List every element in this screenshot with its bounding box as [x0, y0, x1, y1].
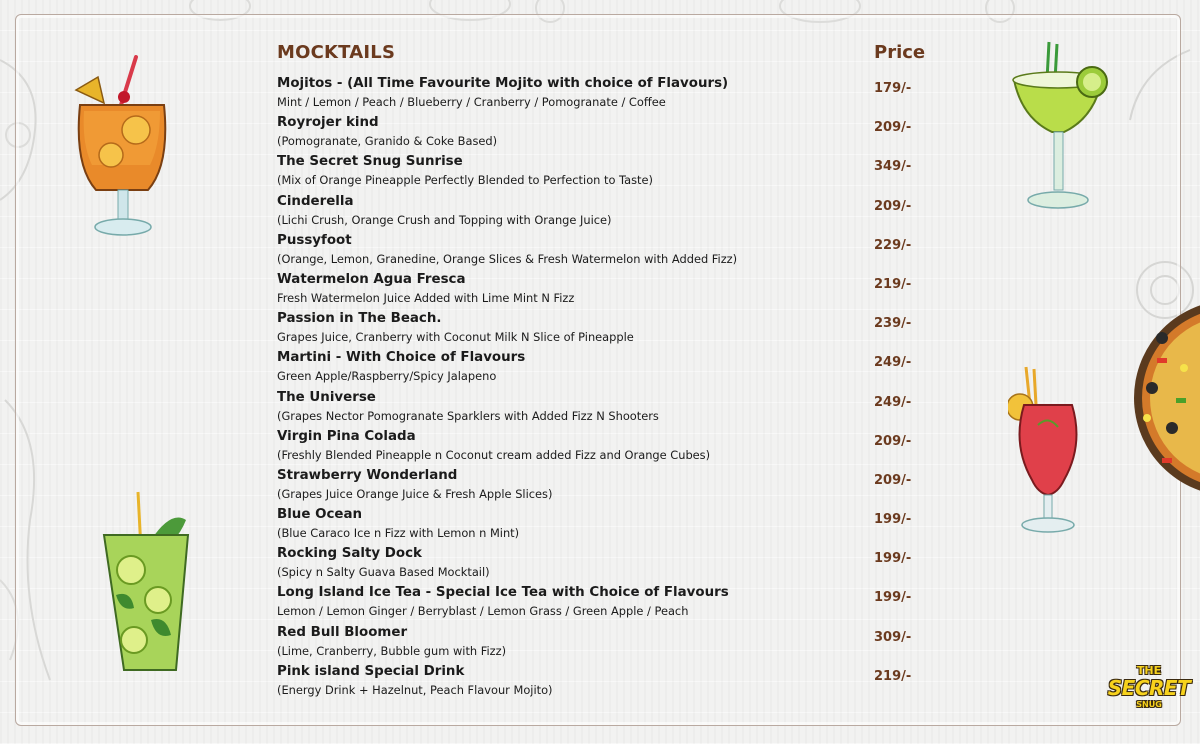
- menu-item: [277, 153, 927, 192]
- item-name: Virgin Pina Colada: [277, 428, 416, 444]
- item-name: Passion in The Beach.: [277, 311, 442, 327]
- menu-item: [277, 506, 927, 545]
- item-name: Blue Ocean: [277, 507, 363, 523]
- menu-item: [277, 584, 927, 623]
- menu-item: [277, 310, 927, 349]
- item-description: Green Apple/Raspberry/Spicy Jalapeno: [277, 369, 497, 384]
- item-description: (Grapes Nector Pomogranate Sparklers with Added Fizz N Shooters: [277, 408, 659, 423]
- item-name: Long Island Ice Tea - Special Ice Tea with Choice of Flavours: [277, 585, 729, 601]
- item-price: 219/-: [874, 668, 912, 684]
- item-name: Martini - With Choice of Flavours: [277, 350, 526, 366]
- item-price: 349/-: [874, 159, 912, 175]
- item-description: (Mix of Orange Pineapple Perfectly Blended to Perfection to Taste): [277, 173, 653, 188]
- mocktail-list: [277, 75, 927, 702]
- item-price: 309/-: [874, 629, 912, 645]
- item-description: (Pomogranate, Granido & Coke Based): [277, 134, 498, 149]
- item-price: 209/-: [874, 120, 912, 136]
- item-name: Pink island Special Drink: [277, 663, 465, 679]
- item-description: (Freshly Blended Pineapple n Coconut cream added Fizz and Orange Cubes): [277, 447, 711, 462]
- menu-item: [277, 428, 927, 467]
- pizza-illustration: [1132, 298, 1200, 498]
- menu-header: [277, 42, 927, 66]
- item-description: (Grapes Juice Orange Juice & Fresh Apple Slices): [277, 486, 553, 501]
- item-price: 209/-: [874, 472, 912, 488]
- item-price: 229/-: [874, 237, 912, 253]
- item-description: (Energy Drink + Hazelnut, Peach Flavour Mojito): [277, 682, 553, 697]
- item-name: Strawberry Wonderland: [277, 467, 458, 483]
- menu-item: [277, 114, 927, 153]
- logo-line-the: THE: [1136, 664, 1162, 677]
- item-price: 199/-: [874, 590, 912, 606]
- menu-item: [277, 389, 927, 428]
- item-price: 199/-: [874, 551, 912, 567]
- menu-item: [277, 467, 927, 506]
- item-name: Watermelon Agua Fresca: [277, 271, 466, 287]
- menu-item: [277, 75, 927, 114]
- item-name: Red Bull Bloomer: [277, 624, 408, 640]
- menu-item: [277, 349, 927, 388]
- item-price: 219/-: [874, 276, 912, 292]
- item-name: The Universe: [277, 389, 376, 405]
- item-price: 249/-: [874, 394, 912, 410]
- item-name: Cinderella: [277, 193, 354, 209]
- menu-item: [277, 545, 927, 584]
- item-description: Lemon / Lemon Ginger / Berryblast / Lemon Grass / Green Apple / Peach: [277, 604, 689, 619]
- item-description: Grapes Juice, Cranberry with Coconut Milk N Slice of Pineapple: [277, 330, 634, 345]
- logo-line-snug: SNUG: [1136, 700, 1162, 709]
- item-name: Rocking Salty Dock: [277, 546, 422, 562]
- item-name: Mojitos - (All Time Favourite Mojito with choice of Flavours): [277, 76, 729, 91]
- item-name: Royrojer kind: [277, 115, 379, 131]
- menu-item: [277, 232, 927, 271]
- item-price: 209/-: [874, 198, 912, 214]
- menu-item: [277, 624, 927, 663]
- the-secret-snug-logo: [1106, 662, 1192, 714]
- menu-item: [277, 271, 927, 310]
- item-price: 209/-: [874, 433, 912, 449]
- price-column-header: Price: [874, 42, 926, 63]
- section-title: MOCKTAILS: [277, 42, 396, 63]
- item-price: 199/-: [874, 512, 912, 528]
- item-price: 239/-: [874, 316, 912, 332]
- item-description: (Lime, Cranberry, Bubble gum with Fizz): [277, 643, 507, 658]
- logo-line-secret: SECRET: [1107, 676, 1191, 700]
- item-description: (Lichi Crush, Orange Crush and Topping with Orange Juice): [277, 212, 612, 227]
- item-name: The Secret Snug Sunrise: [277, 154, 463, 170]
- item-description: (Blue Caraco Ice n Fizz with Lemon n Mint): [277, 526, 520, 541]
- item-name: Pussyfoot: [277, 232, 352, 248]
- item-description: (Spicy n Salty Guava Based Mocktail): [277, 565, 490, 580]
- item-description: Mint / Lemon / Peach / Blueberry / Cranberry / Pomogranate / Coffee: [277, 95, 666, 109]
- item-description: (Orange, Lemon, Granedine, Orange Slices & Fresh Watermelon with Added Fizz): [277, 251, 738, 266]
- menu-item: [277, 193, 927, 232]
- margarita-illustration: [1002, 40, 1117, 220]
- red-cocktail-illustration: [1008, 365, 1088, 535]
- menu-item: [277, 663, 927, 702]
- orange-cocktail-illustration: [66, 55, 176, 240]
- item-description: Fresh Watermelon Juice Added with Lime Mint N Fizz: [277, 290, 575, 305]
- item-price: 179/-: [874, 81, 912, 96]
- item-price: 249/-: [874, 355, 912, 371]
- mojito-illustration: [96, 490, 196, 675]
